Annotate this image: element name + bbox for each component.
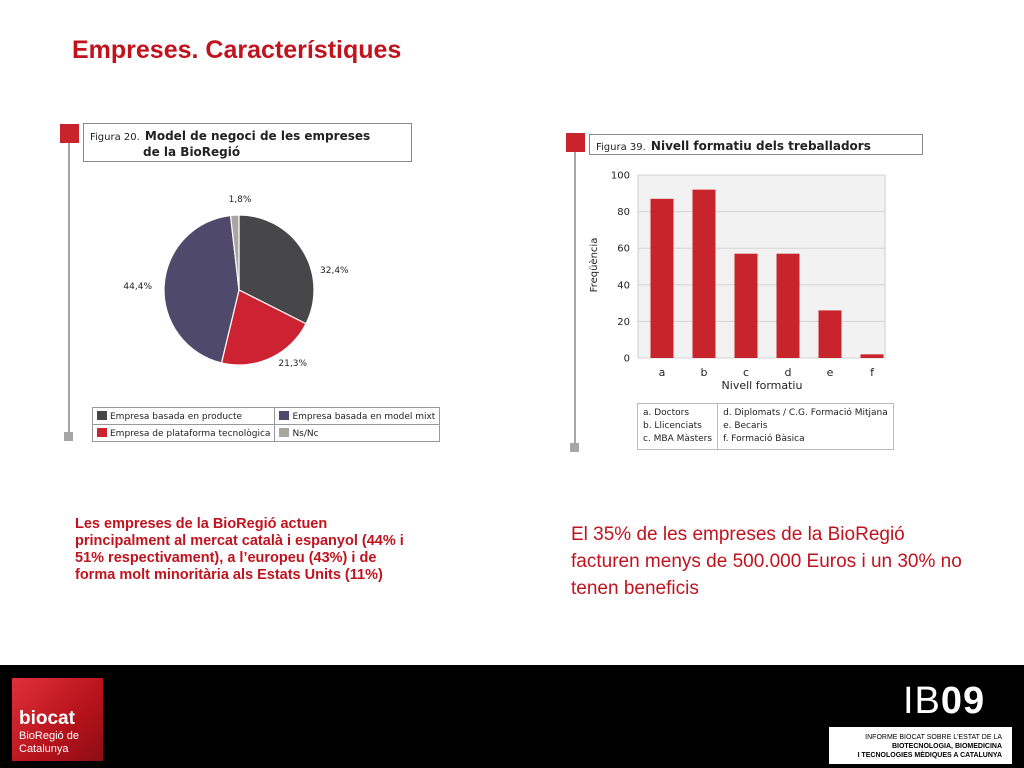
legend-swatch <box>279 428 289 437</box>
bar <box>735 254 758 358</box>
legend-label: Empresa basada en model mixt <box>292 411 436 422</box>
bar <box>693 190 716 358</box>
figure-marker-left <box>60 124 79 143</box>
right-summary-text: El 35% de les empreses de la BioRegió facturen menys de 500.000 Euros i un 30% no tenen beneficis <box>571 524 962 599</box>
pie-legend <box>92 407 440 442</box>
bar <box>651 199 674 358</box>
pie-data-label: 32,4% <box>320 266 349 276</box>
x-tick-label: b <box>700 366 708 379</box>
figure-stem-right <box>574 152 576 444</box>
key-item: e. Becaris <box>723 421 768 431</box>
legend-swatch <box>97 428 107 437</box>
bar <box>819 310 842 358</box>
ib-number: 09 <box>940 680 986 722</box>
logo-name: biocat <box>19 708 75 729</box>
report-line3: I TECNOLOGIES MÈDIQUES A CATALUNYA <box>857 752 1002 759</box>
figure-foot-left <box>64 432 73 441</box>
legend-label: Empresa basada en producte <box>110 411 243 422</box>
biocat-logo <box>12 678 103 761</box>
figure-number: Figura 39. <box>596 142 646 153</box>
figure-foot-right <box>570 443 579 452</box>
figure-title: Nivell formatiu dels treballadors <box>650 139 871 153</box>
y-tick-label: 0 <box>623 353 630 365</box>
figure-caption-left <box>83 123 412 162</box>
legend-item <box>275 425 440 442</box>
legend-item <box>275 408 440 425</box>
y-tick-label: 60 <box>617 243 630 255</box>
pie-data-label: 44,4% <box>123 282 152 292</box>
report-title-box <box>829 727 1012 764</box>
figure-title-line2: de la BioRegió <box>143 145 241 159</box>
x-axis-label: Nivell formatiu <box>721 379 803 392</box>
bar-chart <box>580 165 900 395</box>
key-item: f. Formació Bàsica <box>723 434 805 444</box>
logo-subtitle-line2: Catalunya <box>19 743 69 755</box>
key-column <box>638 404 718 450</box>
legend-label: Ns/Nc <box>292 428 319 439</box>
left-summary-text: Les empreses de la BioRegió actuen principalment al mercat català i espanyol (44% i 51% respectivament), a l’europeu (43%) i de forma molt minoritària als Estats Units (11%) <box>75 516 404 583</box>
ib09-logo <box>903 680 985 723</box>
pie-chart <box>123 185 380 375</box>
x-tick-label: e <box>826 366 834 379</box>
x-tick-label: d <box>784 366 792 379</box>
y-axis-label: Freqüència <box>589 237 600 293</box>
figure-number: Figura 20. <box>90 132 140 143</box>
legend-label: Empresa de plataforma tecnològica <box>110 428 271 439</box>
x-tick-label: c <box>742 366 750 379</box>
key-item: d. Diplomats / C.G. Formació Mitjana <box>723 408 888 418</box>
figure-caption-right <box>589 134 923 155</box>
x-tick-label: f <box>870 366 874 379</box>
bar <box>861 354 884 358</box>
key-item: a. Doctors <box>643 408 690 418</box>
logo-subtitle <box>19 730 79 756</box>
y-tick-label: 80 <box>617 207 630 219</box>
bar-key-table <box>637 403 894 450</box>
key-item: b. Llicenciats <box>643 421 702 431</box>
ib-text: IB <box>903 680 941 722</box>
logo-subtitle-line1: BioRegió de <box>19 730 79 742</box>
y-tick-label: 40 <box>617 280 630 292</box>
report-line2: BIOTECNOLOGIA, BIOMEDICINA <box>891 743 1002 750</box>
bar <box>777 254 800 358</box>
key-item: c. MBA Màsters <box>643 434 713 444</box>
pie-data-label: 1,8% <box>228 195 252 205</box>
legend-swatch <box>97 411 107 420</box>
key-column <box>718 404 894 450</box>
plot-area <box>638 175 885 358</box>
legend-swatch <box>279 411 289 420</box>
legend-item <box>93 425 275 442</box>
pie-data-label: 21,3% <box>278 359 307 369</box>
figure-stem-left <box>68 143 70 433</box>
x-tick-label: a <box>658 366 666 379</box>
report-line1: INFORME BIOCAT SOBRE L'ESTAT DE LA <box>865 734 1002 741</box>
y-tick-label: 100 <box>610 170 630 182</box>
figure-marker-right <box>566 133 585 152</box>
figure-title-line1: Model de negoci de les empreses <box>144 129 371 143</box>
y-tick-label: 20 <box>617 316 630 328</box>
page-title: Empreses. Característiques <box>72 36 402 64</box>
legend-item <box>93 408 275 425</box>
